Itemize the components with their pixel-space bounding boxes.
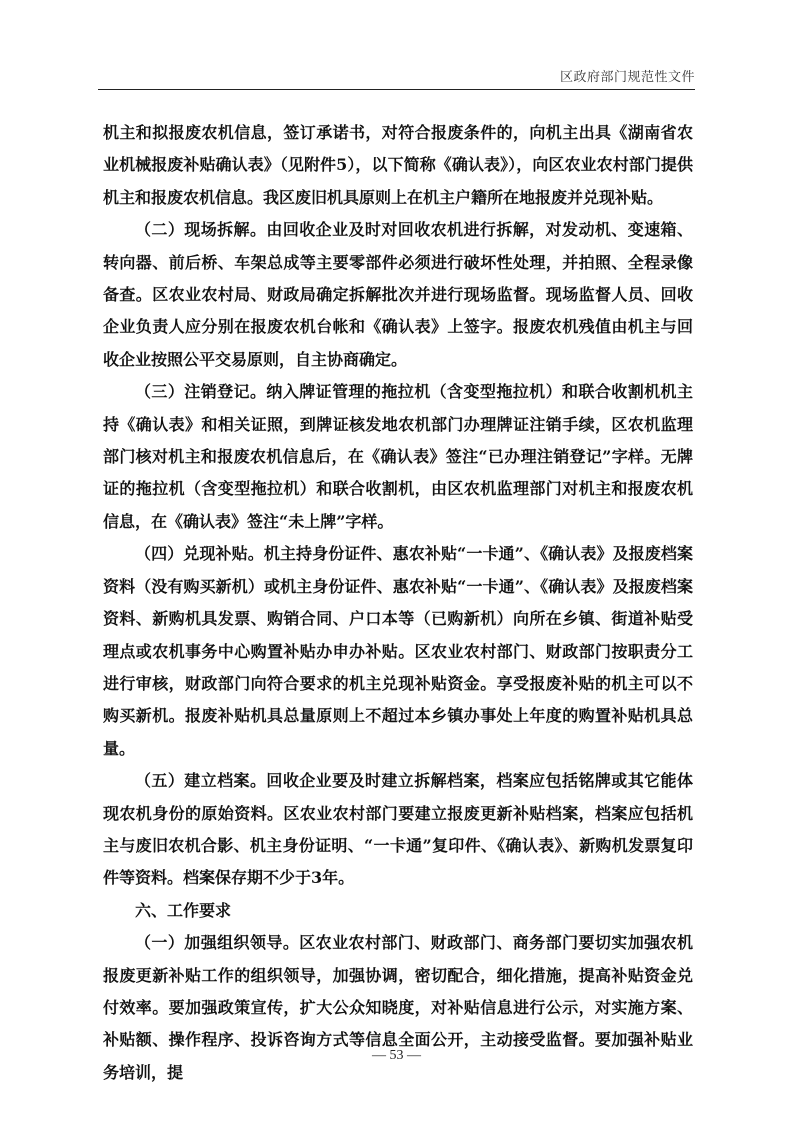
paragraph-on-site-dismantling: （二）现场拆解。由回收企业及时对回收农机进行拆解，对发动机、变速箱、转向器、前后桥、车架总成等主要零部件必须进行破坏性处理，并拍照、全程录像备查。区农业农村局、财政局确定拆解批次并进行现场监督。现场监督人员、回收企业负责人应分别在报废农机台帐和《确认表》上签字。报废农机残值由机主与回收企业按照公平交易原则，自主协商确定。: [103, 220, 693, 369]
document-body: [103, 117, 693, 1089]
running-header-title: 区政府部门规范性文件: [559, 70, 695, 85]
paragraph-deregistration: （三）注销登记。纳入牌证管理的拖拉机（含变型拖拉机）和联合收割机机主持《确认表》和相关证照，到牌证核发地农机部门办理牌证注销手续，区农机监理部门核对机主和报废农机信息后，在《确认表》签注“已办理注销登记”字样。无牌证的拖拉机（含变型拖拉机）和联合收割机，由区农机监理部门对机主和报废农机信息，在《确认表》签注“未上牌”字样。: [103, 382, 693, 531]
paragraph-subsidy-payment: （四）兑现补贴。机主持身份证件、惠农补贴“一卡通”、《确认表》及报废档案资料（没有购买新机）或机主身份证件、惠农补贴“一卡通”、《确认表》及报废档案资料、新购机具发票、购销合同、户口本等（已购新机）向所在乡镇、街道补贴受理点或农机事务中心购置补贴办申办补贴。区农业农村部门、财政部门按职责分工进行审核，财政部门向符合要求的机主兑现补贴资金。享受报废补贴的机主可以不购买新机。报废补贴机具总量原则上不超过本乡镇办事处上年度的购置补贴机具总量。: [103, 544, 693, 758]
paragraph-continuation: 机主和拟报废农机信息，签订承诺书，对符合报废条件的，向机主出具《湖南省农业机械报废补贴确认表》（见附件5），以下简称《确认表》），向区农业农村部门提供机主和报废农机信息。我区废旧机具原则上在机主户籍所在地报废并兑现补贴。: [103, 123, 693, 207]
header-divider: [98, 89, 695, 90]
paragraph-organizational-leadership: （一）加强组织领导。区农业农村部门、财政部门、商务部门要切实加强农机报废更新补贴工作的组织领导，加强协调，密切配合，细化措施，提高补贴资金兑付效率。要加强政策宣传，扩大公众知晓度，对补贴信息进行公示，对实施方案、补贴额、操作程序、投诉咨询方式等信息全面公开，主动接受监督。要加强补贴业务培训，提: [103, 933, 693, 1082]
page-number: — 53 —: [372, 1048, 421, 1063]
paragraph-archive-establishment: （五）建立档案。回收企业要及时建立拆解档案，档案应包括铭牌或其它能体现农机身份的原始资料。区农业农村部门要建立报废更新补贴档案，档案应包括机主与废旧农机合影、机主身份证明、“一卡通”复印件、《确认表》、新购机发票复印件等资料。档案保存期不少于3年。: [103, 771, 693, 888]
section-heading-work-requirements: 六、工作要求: [135, 900, 232, 920]
